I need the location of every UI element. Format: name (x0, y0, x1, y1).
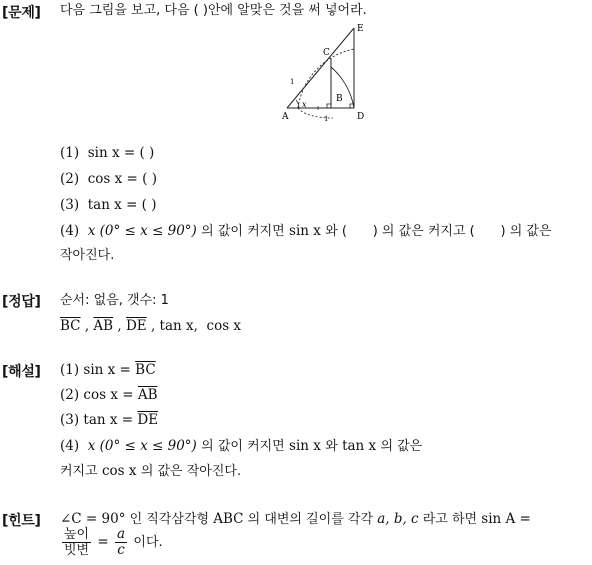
right-angle-b (327, 104, 331, 108)
e5-text-1: 커지고 (60, 464, 98, 479)
e2-rhs: $\overline{AB}$ (137, 387, 158, 403)
problem-instruction: 다음 그림을 보고, 다음 ( )안에 알맞은 것을 써 넣어라. (60, 3, 367, 18)
hint-text-2: 의 대변의 길이를 각각 (247, 512, 374, 527)
explanation-label: [해설] (2, 364, 41, 380)
e3-num: (3) (60, 412, 80, 428)
e4-sin: sin x (289, 438, 321, 454)
hint-text-1: 인 직각삼각형 (129, 512, 210, 527)
hint-abc: ABC (213, 511, 244, 527)
q3-expr: tan x = ( ) (87, 197, 157, 213)
q4-sin: sin x (289, 223, 321, 239)
q4-text-4: ) 의 값은 (500, 224, 552, 239)
explanation-4 (60, 438, 422, 455)
answer-meta: 순서: 없음, 갯수: 1 (60, 293, 169, 308)
e2-num: (2) (60, 387, 80, 403)
question-1 (60, 145, 154, 161)
answer-tan: tan x, (159, 318, 198, 334)
hint-fraction-ac (115, 527, 127, 558)
label-a: A (282, 112, 289, 122)
e4-tan: tan x (342, 438, 377, 454)
e1-num: (1) (60, 362, 80, 378)
answer-bc: $\overline{BC}$ (60, 318, 81, 334)
hint-sin-a: sin A = (481, 511, 531, 527)
e5-text-2: 의 값은 작아진다. (140, 464, 242, 479)
e3-lhs: tan x = (83, 412, 134, 428)
e4-text-2: 와 (325, 439, 338, 454)
q1-num: (1) (60, 145, 80, 161)
e4-text-1: 의 값이 커지면 (201, 439, 285, 454)
answer-sep: , (84, 318, 90, 334)
frac-denominator-hypotenuse: 빗변 (64, 543, 90, 558)
q3-num: (3) (60, 197, 80, 213)
hint-line-1 (60, 511, 531, 528)
label-one-bottom: 1 (324, 115, 329, 122)
hint-equals: = (97, 534, 109, 550)
question-4 (60, 223, 552, 240)
explanation-3 (60, 412, 158, 428)
e4-cond: x (0° ≤ x ≤ 90°) (87, 438, 197, 454)
question-3 (60, 197, 157, 213)
explanation-2 (60, 387, 158, 403)
q2-num: (2) (60, 171, 80, 187)
angle-x-arc (296, 100, 299, 108)
hint-line-2 (60, 527, 163, 558)
hint-text-3: 라고 하면 (422, 512, 478, 527)
answer-label: [정답] (2, 294, 41, 310)
explanation-5 (60, 463, 241, 480)
q4-text-1: 의 값이 커지면 (201, 224, 285, 239)
answer-cos: cos x (206, 318, 242, 334)
e5-cos: cos x (101, 463, 137, 479)
label-e: E (357, 24, 364, 34)
frac-numerator-height: 높이 (64, 527, 90, 542)
e1-rhs: $\overline{BC}$ (135, 362, 156, 378)
frac-numerator-a: a (117, 526, 126, 542)
answer-ab: $\overline{AB}$ (93, 318, 114, 334)
label-one-left: 1 (290, 78, 295, 86)
frac-denominator-c: c (117, 542, 125, 558)
label-c: C (323, 48, 330, 58)
hint-text-4: 이다. (133, 535, 163, 550)
e4-num: (4) (60, 438, 80, 454)
problem-label: [문제] (2, 5, 41, 21)
hint-fraction-words (62, 527, 91, 558)
answer-sep: , (117, 318, 122, 334)
q4-text-3: ) 의 값은 커지고 ( (372, 224, 475, 239)
trig-figure (282, 22, 372, 122)
label-b: B (336, 94, 343, 104)
e4-text-3: 의 값은 (380, 439, 423, 454)
hint-vars: a, b, c (377, 511, 419, 527)
question-2 (60, 171, 157, 187)
hint-label: [힌트] (2, 513, 41, 529)
q1-expr: sin x = ( ) (87, 145, 155, 161)
answer-de: $\overline{DE}$ (125, 318, 147, 334)
q4-num: (4) (60, 223, 80, 239)
e2-lhs: cos x = (83, 387, 134, 403)
label-x: x (302, 100, 307, 109)
e1-lhs: sin x = (83, 362, 131, 378)
answer-items (60, 318, 241, 334)
label-d: D (357, 112, 365, 122)
q2-expr: cos x = ( ) (87, 171, 157, 187)
segment-ae (287, 28, 354, 108)
question-4-cont: 작아진다. (60, 248, 115, 263)
q4-cond: x (0° ≤ x ≤ 90°) (87, 223, 197, 239)
q4-text-2: 와 ( (325, 224, 347, 239)
answer-sep: , (150, 318, 156, 334)
explanation-1 (60, 362, 156, 378)
e3-rhs: $\overline{DE}$ (137, 412, 159, 428)
hint-angle: ∠C = 90° (60, 511, 126, 527)
